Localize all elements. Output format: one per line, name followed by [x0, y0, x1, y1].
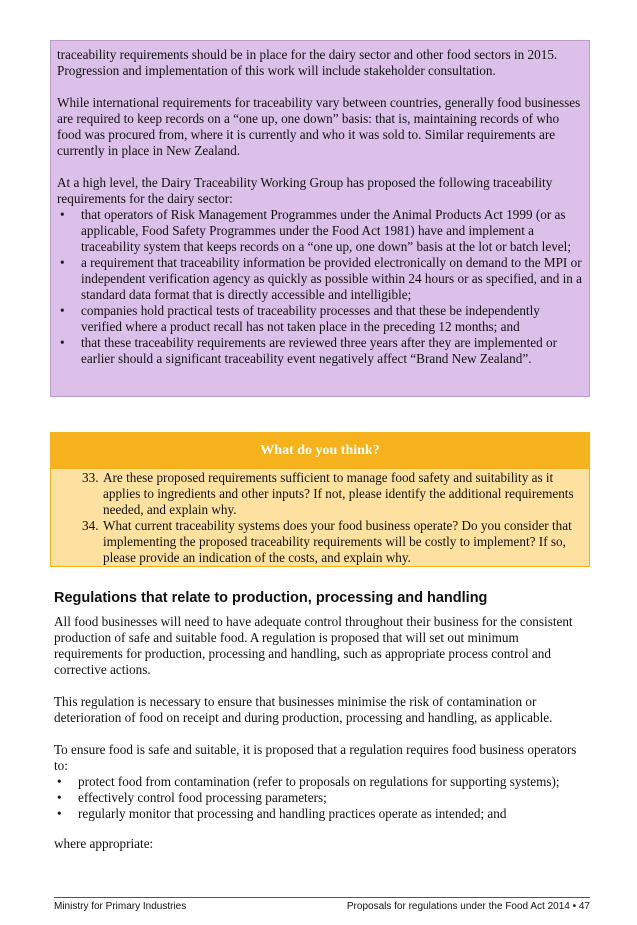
traceability-info-box [50, 40, 590, 397]
bullet-icon: • [60, 207, 65, 222]
list-item-text: that operators of Risk Management Programmes under the Animal Products Act 1999 (or as applicable, Food Safety Programmes under the Food Act 1981) have and implement a traceability system that keeps records on a “one up, one down” basis at the lot or batch level; [81, 207, 571, 254]
question-item [57, 518, 583, 566]
list-item [54, 806, 590, 822]
list-item-text: regularly monitor that processing and handling practices operate as intended; and [78, 806, 507, 821]
list-item-text: a requirement that traceability information be provided electronically on demand to the MPI or independent verification agency as quickly as possible within 24 hours or as specified, and in a standard data format that is directly accessible and intelligible; [81, 255, 582, 302]
list-item-text: that these traceability requirements are reviewed three years after they are implemented or earlier should a significant traceability event negatively affect “Brand New Zealand”. [81, 335, 557, 366]
list-item-text: effectively control food processing parameters; [78, 790, 327, 805]
body-bullet-list [54, 774, 590, 822]
question-number: 33. [82, 470, 99, 485]
bullet-icon: • [60, 255, 65, 270]
list-item [54, 774, 590, 790]
list-item [54, 790, 590, 806]
list-item [57, 255, 583, 303]
question-number: 34. [82, 518, 99, 533]
box-paragraph-3: At a high level, the Dairy Traceability Working Group has proposed the following traceability requirements for the dairy sector: [57, 175, 553, 206]
section-heading: Regulations that relate to production, processing and handling [54, 590, 488, 606]
consultation-questions-box [50, 469, 590, 567]
body-paragraph-1: All food businesses will need to have adequate control throughout their business for the consistent production of safe and suitable food. A regulation is proposed that will set out minimum requirements for production, processing and handling, such as appropriate process control and corrective actions. [54, 614, 573, 677]
box-paragraph-2: While international requirements for traceability vary between countries, generally food businesses are required to keep records on a “one up, one down” basis: that is, maintaining records of who food was procured from, where it is currently and who it was sold to. Similar requirements are currently in place in New Zealand. [57, 95, 581, 158]
footer-divider [54, 897, 590, 898]
box-paragraph-1: traceability requirements should be in place for the dairy sector and other food sectors in 2015. Progression and implementation of this work will include stakeholder consultation. [57, 47, 558, 78]
question-item [57, 470, 583, 518]
footer-page-info: Proposals for regulations under the Food Act 2014 • 47 [346, 901, 590, 912]
list-item-text: protect food from contamination (refer to proposals on regulations for supporting systems); [78, 774, 560, 789]
body-paragraph-2: This regulation is necessary to ensure that businesses minimise the risk of contamination or deterioration of food on receipt and during production, processing and handling, as applicable. [54, 694, 553, 725]
list-item [57, 303, 583, 335]
bullet-icon: • [60, 303, 65, 318]
list-item [57, 335, 583, 367]
list-item [57, 207, 583, 255]
box-bullet-list [57, 207, 583, 367]
body-paragraph-4: where appropriate: [54, 836, 154, 851]
list-item-text: companies hold practical tests of traceability processes and that these be independently verified where a product recall has not taken place in the preceding 12 months; and [81, 303, 540, 334]
section-body [54, 614, 590, 852]
question-list [57, 470, 583, 566]
bullet-icon: • [60, 335, 65, 350]
body-paragraph-3: To ensure food is safe and suitable, it is proposed that a regulation requires food business operators to: [54, 742, 577, 773]
question-text: What current traceability systems does your food business operate? Do you consider that implementing the proposed traceability requirements will be costly to implement? If so, please provide an indication of the costs, and explain why. [103, 518, 572, 565]
consultation-box-title: What do you think? [50, 432, 590, 469]
bullet-icon: • [57, 774, 62, 789]
bullet-icon: • [57, 790, 62, 805]
footer-organisation: Ministry for Primary Industries [54, 901, 187, 912]
question-text: Are these proposed requirements sufficient to manage food safety and suitability as it applies to ingredients and other inputs? If not, please identify the additional requirements needed, and explain why. [103, 470, 574, 517]
bullet-icon: • [57, 806, 62, 821]
